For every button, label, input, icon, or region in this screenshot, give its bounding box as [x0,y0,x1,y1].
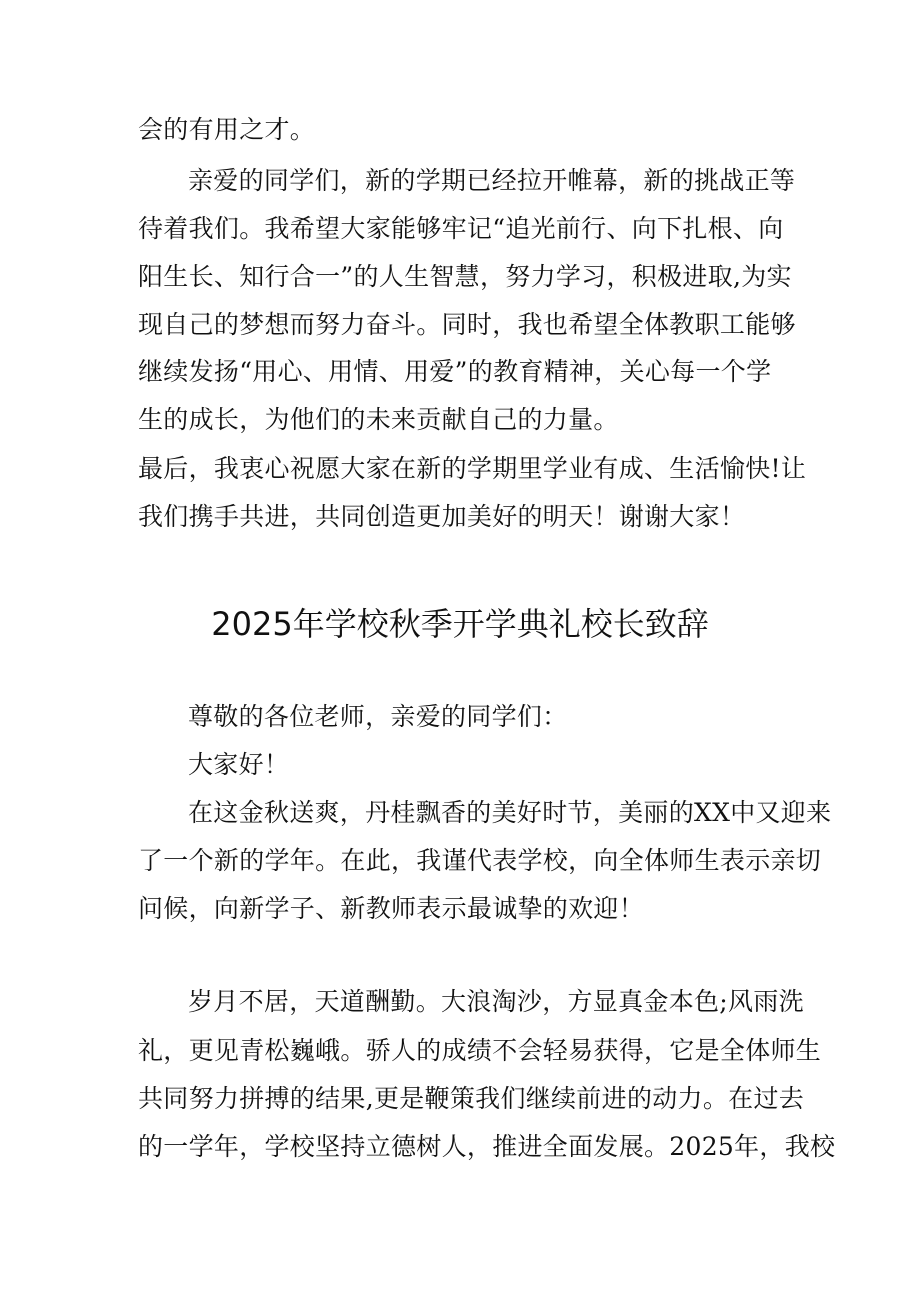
paragraph-line: 现自己的梦想而努力奋斗。同时，我也希望全体教职工能够 [138,310,796,339]
paragraph-line: 礼，更见青松巍峨。骄人的成绩不会轻易获得，它是全体师生 [138,1036,822,1065]
paragraph-line: 亲爱的同学们，新的学期已经拉开帷幕，新的挑战正等 [188,166,796,195]
paragraph-line: 问候，向新学子、新教师表示最诚挚的欢迎！ [138,894,645,923]
greeting: 大家好！ [188,750,290,779]
paragraph-line: 在这金秋送爽，丹桂飘香的美好时节，美丽的XX中又迎来 [188,798,832,827]
paragraph-line: 共同努力拼搏的结果,更是鞭策我们继续前进的动力。在过去 [138,1084,805,1113]
paragraph-line: 岁月不居，天道酬勤。大浪淘沙，方显真金本色;风雨洗 [188,987,804,1016]
salutation: 尊敬的各位老师，亲爱的同学们： [188,702,568,731]
paragraph-line: 的一学年，学校坚持立德树人，推进全面发展。2025年，我校 [138,1132,836,1161]
paragraph-line: 待着我们。我希望大家能够牢记“追光前行、向下扎根、向 [138,214,784,243]
paragraph-line: 我们携手共进，共同创造更加美好的明天！谢谢大家！ [138,502,746,531]
paragraph-line: 了一个新的学年。在此，我谨代表学校，向全体师生表示亲切 [138,846,822,875]
paragraph-line: 生的成长，为他们的未来贡献自己的力量。 [138,405,619,434]
paragraph-line: 阳生长、知行合一”的人生智慧，努力学习，积极进取,为实 [138,262,792,291]
paragraph-line: 最后，我衷心祝愿大家在新的学期里学业有成、生活愉快!让 [138,454,807,483]
paragraph-line: 会的有用之才。 [138,115,316,144]
paragraph-line: 继续发扬“用心、用情、用爱”的教育精神，关心每一个学 [138,357,772,386]
speech-title: 2025年学校秋季开学典礼校长致辞 [211,605,709,643]
